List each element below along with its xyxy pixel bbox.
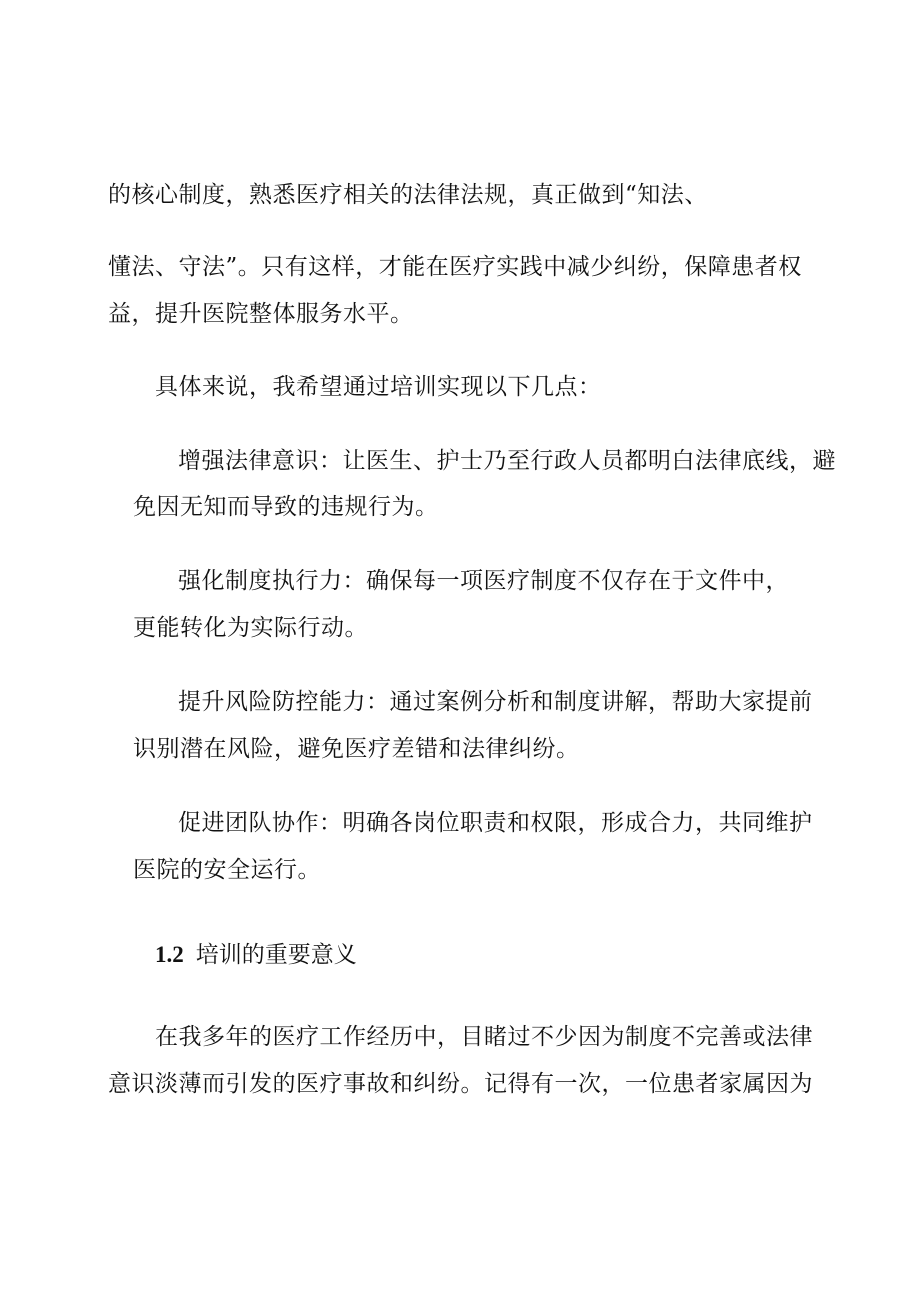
goal-item-3: [178, 687, 878, 717]
goal-item-2-continued: 更能转化为实际行动。: [133, 615, 368, 641]
goal-colon: ：: [319, 810, 343, 836]
goals-intro: 具体来说，我希望通过培训实现以下几点：: [155, 374, 602, 400]
goal-colon: ：: [366, 689, 390, 715]
section-heading: [155, 940, 357, 970]
goal-colon: ：: [319, 448, 343, 474]
goal-term: 强化制度执行力: [178, 568, 343, 594]
goal-text: 确保每一项医疗制度不仅存在于文件中，: [366, 568, 789, 594]
goal-term: 促进团队协作: [178, 810, 319, 836]
goal-item-2: [178, 566, 878, 596]
intro-line-2: 懂法、守法”。只有这样，才能在医疗实践中减少纠纷，保障患者权: [108, 254, 802, 280]
intro-line-3: 益，提升医院整体服务水平。: [108, 301, 414, 327]
goal-text: 通过案例分析和制度讲解，帮助大家提前: [389, 689, 813, 715]
goal-item-4-continued: 医院的安全运行。: [133, 857, 321, 883]
goal-item-1-continued: 免因无知而导致的违规行为。: [133, 494, 439, 520]
goal-item-4: [178, 808, 878, 838]
intro-line-1: 的核心制度，熟悉医疗相关的法律法规，真正做到“知法、: [108, 182, 708, 208]
goal-text: 让医生、护士乃至行政人员都明白法律底线，避: [342, 448, 836, 474]
goal-item-1: [178, 446, 878, 476]
section-body-line-2: 意识淡薄而引发的医疗事故和纠纷。记得有一次，一位患者家属因为: [108, 1071, 813, 1097]
goal-item-3-continued: 识别潜在风险，避免医疗差错和法律纠纷。: [133, 736, 580, 762]
section-title: 培训的重要意义: [195, 942, 357, 968]
goal-term: 增强法律意识: [178, 448, 319, 474]
goal-term: 提升风险防控能力: [178, 689, 366, 715]
goal-colon: ：: [342, 568, 366, 594]
section-number: 1.2: [155, 942, 184, 967]
goal-text: 明确各岗位职责和权限，形成合力，共同维护: [342, 810, 813, 836]
section-body-line-1: 在我多年的医疗工作经历中，目睹过不少因为制度不完善或法律: [155, 1024, 813, 1050]
